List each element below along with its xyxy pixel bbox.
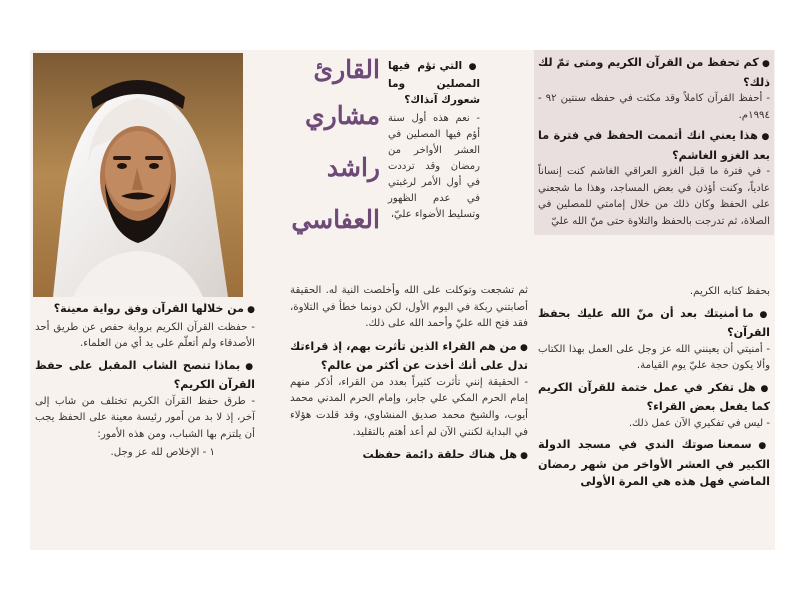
answer-5: - نعم هذه أول سنة أؤم فيها المصلين في العشر الأواخر من رمضان وقد ترددت في أول الأمر لرغبتي في عدم الظهور وتسليط الأضواء عليّ، — [388, 112, 480, 220]
answer-4: - ليس في تفكيري الآن عمل ذلك. — [628, 417, 770, 429]
answer-2-continued: بحفظ كتابه الكريم. — [689, 286, 770, 297]
answer-7: - حفظت القرآن الكريم برواية حفص عن طريق أحد الأصدقاء ولم أتعلّم على يد أي من العلماء. — [35, 321, 255, 350]
question-6: ● من هم القراء الذين تأثرت بهم، إذ قراءتك تدل على أنك أخذت عن أكثر من عالم؟ — [290, 338, 528, 375]
column-middle — [290, 283, 528, 466]
question-5-continued: ● التي تؤم فيها المصلين وما شعورك آنذاك؟ — [388, 58, 480, 109]
answer-1: - أحفظ القرآن كاملاً وقد مكثت في حفظه سنتين ٩٢ - ١٩٩٤م. — [538, 93, 770, 121]
title-line-2: مشاري — [305, 101, 380, 130]
answer-6: - الحقيقة إنني تأثرت كثيراً بعدد من القراء، أذكر منهم إمام الحرم المكي علي جابر، وإمام الحرم المدني محمد أيوب، والشيخ محمد صديق المنشاوي، وقد قلدت هؤلاء في البداية لكنني الآن لم أعد أهتم بالتقليد. — [290, 376, 528, 438]
question-2: ● هذا يعني انك أتممت الحفظ في فترة ما بعد الغزو الغاشم؟ — [538, 127, 770, 164]
portrait-photo — [33, 53, 243, 297]
answer-8-item-1: ١ - الإخلاص لله عز وجل. — [110, 447, 215, 459]
title-line-1: القارئ — [313, 55, 380, 84]
question-3: ● ما أمنيتك بعد أن منّ الله عليك بحفظ القرآن؟ — [538, 305, 770, 342]
answer-8: - طرق حفظ القرآن الكريم تختلف من شاب إلى آخر، إذ لا بد من أمور رئيسة معينة على الحفظ يجب أن يلتزم بها الشباب، ومن هذه الأمور: — [35, 395, 255, 440]
column-right-lower — [538, 284, 770, 491]
question-5: ● سمعنا صوتك الندي في مسجد الدولة الكبير في العشر الأواخر من شهر رمضان الماضي فهل هذه هي المرة الأولى — [538, 436, 770, 491]
shaded-block — [534, 50, 774, 235]
question-4: ● هل تفكر في عمل ختمة للقرآن الكريم كما يفعل بعض القراء؟ — [538, 379, 770, 416]
column-middle-top — [388, 58, 480, 223]
answer-5-continued: ثم تشجعت وتوكلت على الله وأخلصت النية له. الحقيقة أصابتني ربكة في اليوم الأول، لكن دونما خطأ في التلاوة، فقد فتح الله عليّ وأحمد الله على ذلك. — [290, 285, 528, 330]
column-left — [35, 300, 255, 462]
question-8: ● بماذا تنصح الشاب المقبل على حفظ القرآن الكريم؟ — [35, 357, 255, 394]
question-1: ● كم تحفظ من القرآن الكريم ومتى تمّ لك ذلك؟ — [538, 54, 770, 91]
question-7-continued: ● من خلالها القرآن وفق رواية معينة؟ — [35, 300, 255, 320]
portrait-image — [33, 53, 243, 297]
question-7: ● هل هناك حلقة دائمة حفظت — [290, 446, 528, 466]
answer-2: - في فترة ما قبل الغزو العراقي الغاشم كنت إنساناً عادياً، وكنت أؤذن في بعض المساجد، وهذا ما شجعني على الحفظ وكان ذلك من خلال إمامتي للمصلين في الصلاة، ثم تدرجت بالحفظ والتلاوة حتى منّ الله عليّ — [538, 166, 770, 227]
column-right — [538, 54, 770, 239]
title-line-3: راشد — [326, 153, 380, 182]
answer-3: - أمنيتي أن يعينني الله عز وجل على العمل بهذا الكتاب وألا يكون حجة عليّ يوم القيامة. — [538, 343, 770, 372]
article-title — [268, 55, 388, 265]
title-line-4: العفاسي — [291, 205, 380, 234]
